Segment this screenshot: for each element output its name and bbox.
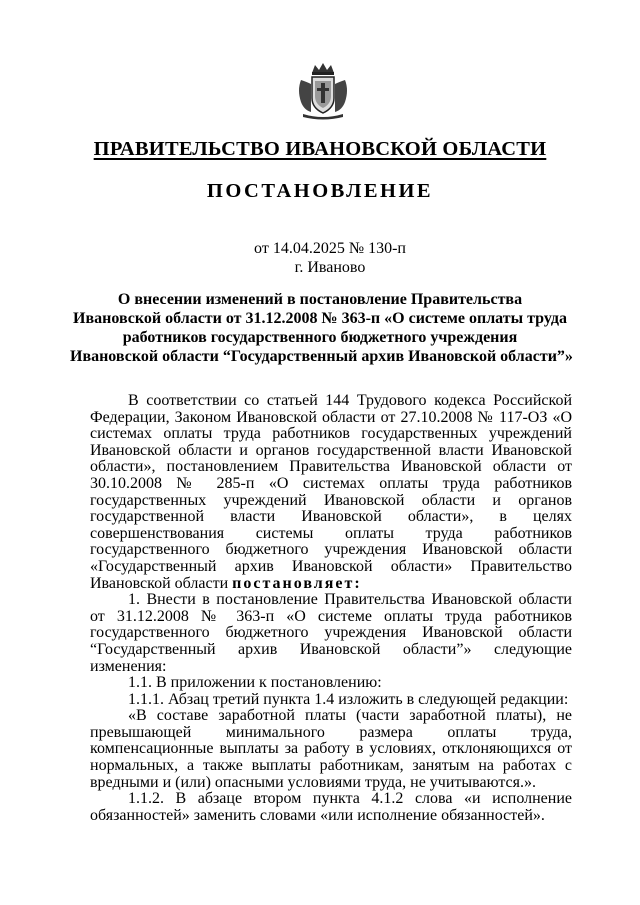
item-1-1-1-text: «В составе заработной платы (части заработной платы), не превышающей минимального размера оплаты труда, компенсационные выплаты за работу в условиях, отклоняющихся от нормальных, а также выплаты работникам, занятым на работах с вредными и (или) опасными условиями труда, не учитываются.». (90, 707, 572, 791)
document-date-number: от 14.04.2025 № 130-п (254, 240, 406, 257)
item-1: 1. Внести в постановление Правительства Ивановской области от 31.12.2008 № 363-п «О системе оплаты труда работников государственного бюджетного учреждения Ивановской области “Государственный архив Ивановской области”» следующие изменения: (90, 591, 572, 675)
decree-word: постановляет: (232, 574, 362, 592)
item-1-1-2: 1.1.2. В абзаце втором пункта 4.1.2 слова «и исполнение обязанностей» заменить словами «или исполнение обязанностей». (90, 790, 572, 824)
heading-line: работников государственного бюджетного учреждения (122, 329, 518, 346)
preamble-text: В соответствии со статьей 144 Трудового кодекса Российской Федерации, Законом Ивановской области от 27.10.2008 № 117-ОЗ «О системах оплаты труда работников государственных учреждений Ивановской области и органов государственной власти Ивановской области», постановлением Правительства Ивановской области от 30.10.2008 № 285-п «О системах оплаты труда работников государственных учреждений Ивановской области и органов государственной власти Ивановской области», в целях совершенствования системы оплаты труда работников государственного бюджетного учреждения Ивановской области «Государственный архив Ивановской области» Правительство Ивановской области (90, 392, 572, 592)
document-body (90, 393, 572, 824)
ivanovo-oblast-coat-of-arms-icon (293, 60, 353, 120)
item-1-1-1: 1.1.1. Абзац третий пункта 1.4 изложить в следующей редакции: (128, 690, 569, 708)
item-1-1: 1.1. В приложении к постановлению: (128, 674, 382, 692)
heading-line: Ивановской области от 31.12.2008 № 363-п «О системе оплаты труда (73, 310, 567, 327)
preamble-paragraph (90, 393, 572, 592)
government-title: ПРАВИТЕЛЬСТВО ИВАНОВСКОЙ ОБЛАСТИ (93, 138, 547, 160)
document-heading (70, 290, 573, 366)
document-city: г. Иваново (294, 259, 366, 276)
document-type: ПОСТАНОВЛЕНИЕ (206, 180, 434, 202)
heading-line: Ивановской области “Государственный архив Ивановской области”» (70, 348, 573, 365)
heading-line: О внесении изменений в постановление Правительства (117, 291, 523, 308)
